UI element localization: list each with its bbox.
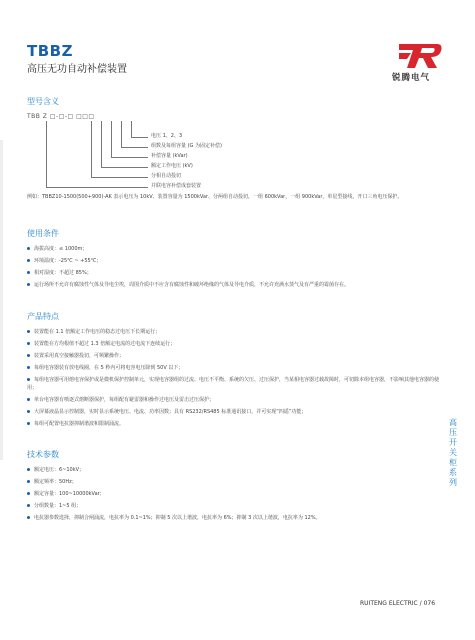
bullet-icon — [27, 410, 30, 413]
list-item: 大屏幕液晶显示控制器，实时显示系统电压、电流、功率因数；具有 RS232/RS485 标准通讯接口，并可实现“四遥”功能； — [27, 408, 447, 416]
bullet-icon — [27, 354, 30, 357]
bullet-icon — [27, 342, 30, 345]
legend-line-4 — [111, 121, 112, 157]
legend-item: 额定工作电压 (kV) — [151, 163, 193, 169]
bullet-icon — [27, 422, 30, 425]
section-heading-features: 产品特点 — [27, 312, 59, 321]
list-item: 海拔高度：≤ 1000m； — [27, 245, 447, 253]
bullet-icon — [27, 398, 30, 401]
section-heading-model: 型号含义 — [27, 97, 59, 106]
list-item: 分组数量：1~5 组； — [27, 502, 447, 510]
list-item: 单台电容器有喷逐式熔断器保护，每组配有避雷器和操作过电压及雷击过压保护； — [27, 396, 447, 404]
bullet-icon — [27, 259, 30, 262]
legend-item: 补偿容量 (kVar) — [151, 153, 188, 159]
legend-item: 组数及每组容量 (G 为固定补偿) — [151, 143, 222, 149]
list-item: 每组可配置电抗器抑制谐波和限制涌流。 — [27, 420, 447, 428]
bullet-icon — [27, 378, 30, 381]
list-item: 额定频率：50Hz； — [27, 478, 447, 486]
legend-line-2 — [91, 121, 92, 177]
section-heading-conditions: 使用条件 — [27, 229, 59, 238]
legend-line-4h — [111, 157, 148, 158]
bullet-icon — [27, 271, 30, 274]
legend-line-3h — [101, 167, 148, 168]
bullet-icon — [27, 330, 30, 333]
list-item: 每组电容器可用熔电容保护或是微机保护控制单元，实现电容器组的过流、电压不平衡、系统的欠压、过压保护，当某相电容器过载故障时，可切除本组电容器，不影响其他电容器的使用； — [27, 377, 440, 391]
legend-item: 并联电容补偿成套装置 — [151, 183, 202, 189]
legend-line-2h — [91, 177, 148, 178]
list-item: 装置采用真空接触器投切，可频繁操作； — [27, 352, 447, 360]
brand-logo-icon — [397, 40, 443, 70]
legend-line-5 — [121, 121, 122, 147]
bullet-icon — [27, 492, 30, 495]
bullet-icon — [27, 468, 30, 471]
model-example: 例如：TBBZ10-1500(500+900)-AK 表示电压为 10kV、装置容量为 1500kVar、分两组自动投切，一组 600kVar，一组 900kVar，单星型接线，开口三角电压保护。 — [27, 194, 403, 200]
model-code: TBB Z □-□-□ □□□ — [27, 113, 95, 120]
page-subtitle: 高压无功自动补偿装置 — [27, 64, 127, 75]
bullet-icon — [27, 480, 30, 483]
brand-name: 锐腾电气 — [392, 73, 431, 83]
list-item: 额定电压：6~10kV； — [27, 466, 447, 474]
page-edge-shadow — [0, 140, 3, 460]
list-item: 运行场所不允许有腐蚀性气体及导电尘埃，周围介质中不应含有腐蚀性和破坏绝缘的气体及导电介质，不允许充满水蒸气及有严重的霉菌存在。 — [27, 281, 447, 289]
legend-line-1h — [46, 187, 148, 188]
list-item: 相对湿度：不超过 85%； — [27, 269, 447, 277]
legend-line-6h — [131, 137, 148, 138]
list-item: 额定容量：100~10000kVar； — [27, 490, 447, 498]
page-title: TBBZ — [27, 42, 73, 60]
list-item: 电抗器参数选择，抑制合闸涌流，电抗率为 0.1~1%；抑制 5 次以上谐波，电抗率为 6%；抑制 3 次以上谐波，电抗率为 12%。 — [27, 514, 447, 522]
list-item: 装置能在方均根值不超过 1.3 倍额定电流的过电流下连续运行； — [27, 340, 447, 348]
bullet-icon — [27, 516, 30, 519]
legend-item: 电压 1、2、3 — [151, 133, 183, 139]
list-item: 每组电容器装有放电线圈，在 5 秒内可将电容电压降到 50V 以下； — [27, 364, 447, 372]
bullet-icon — [27, 247, 30, 250]
legend-line-5h — [121, 147, 148, 148]
legend-item: 分相自动投切 — [151, 173, 182, 179]
legend-line-1 — [46, 121, 47, 187]
legend-line-3 — [101, 121, 102, 167]
legend-line-6 — [131, 121, 132, 137]
page-footer: RUITENG ELECTRIC / 076 — [360, 600, 436, 607]
list-item: 环境温度：-25℃ ~ +55℃； — [27, 257, 447, 265]
sidebar-series-label: 高压开关柜系列 — [449, 418, 457, 487]
section-heading-specs: 技术参数 — [27, 450, 59, 459]
bullet-icon — [27, 366, 30, 369]
list-item: 装置能在 1.1 倍额定工作电压的稳态过电压下长期运行； — [27, 328, 447, 336]
bullet-icon — [27, 504, 30, 507]
bullet-icon — [27, 283, 30, 286]
